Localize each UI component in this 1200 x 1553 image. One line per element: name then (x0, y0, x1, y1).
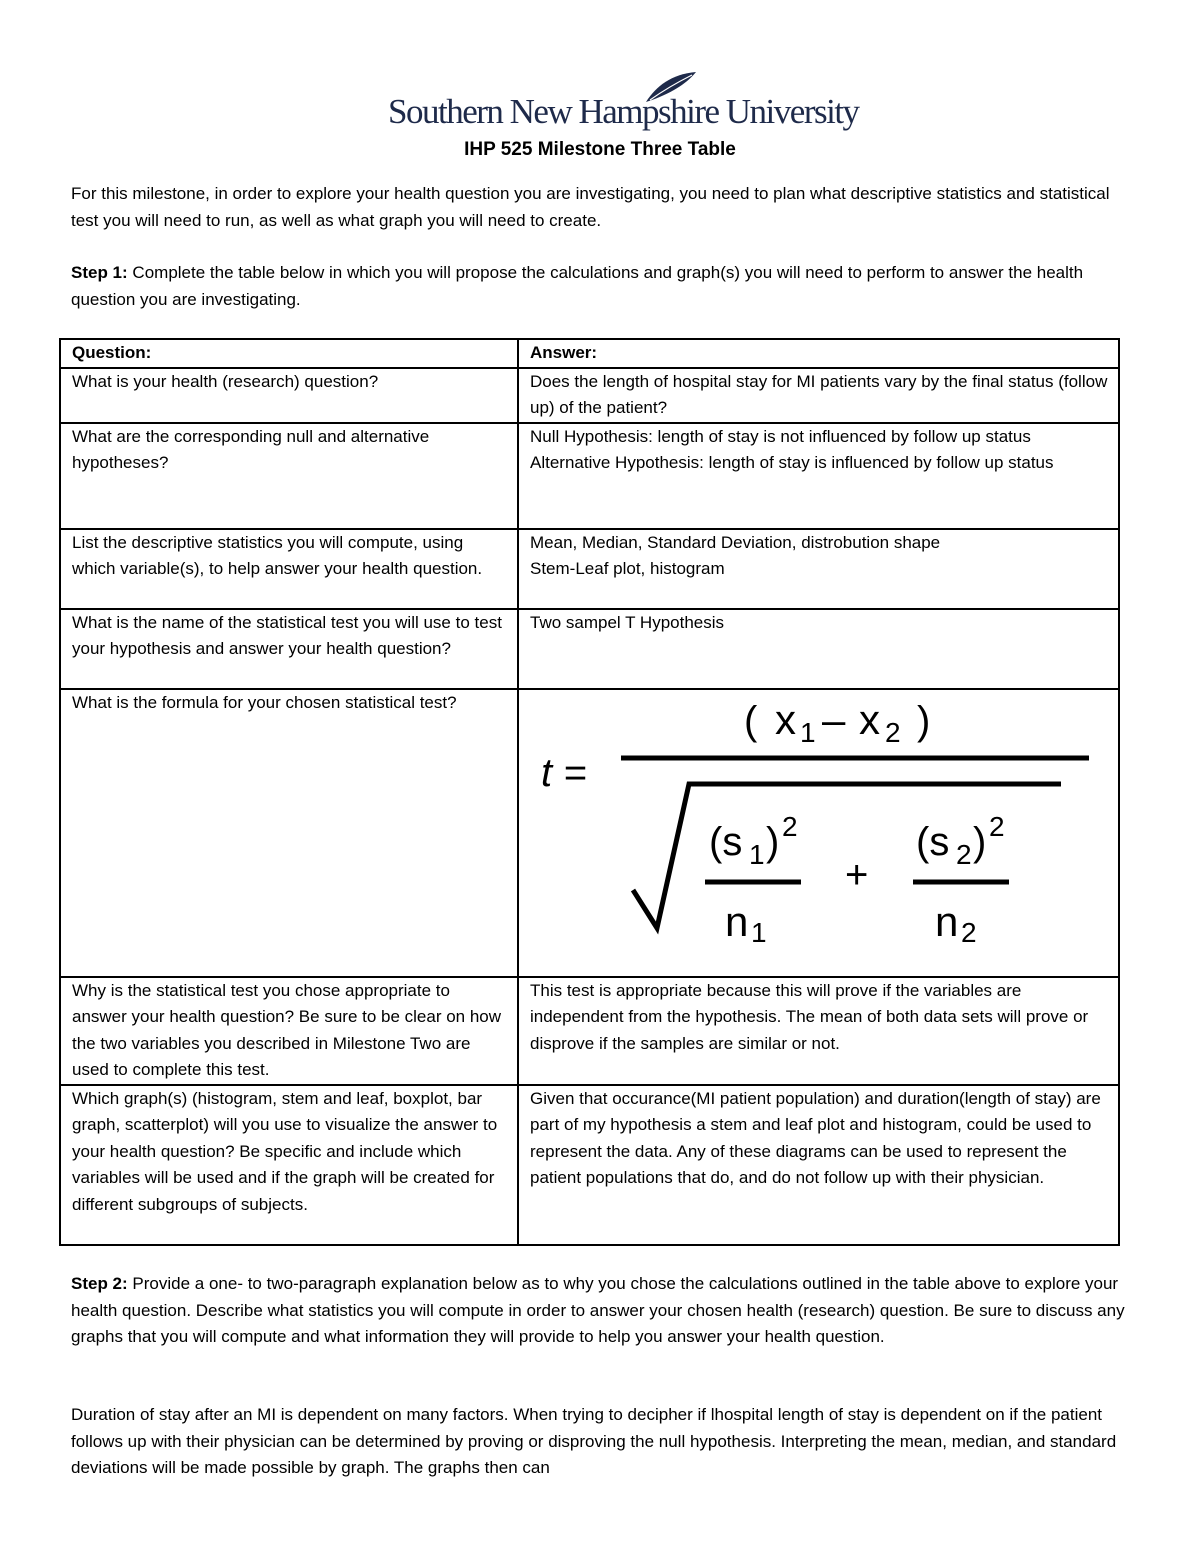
null-hypothesis: Null Hypothesis: length of stay is not influenced by follow up status (530, 426, 1031, 446)
alternative-hypothesis: Alternative Hypothesis: length of stay is influenced by follow up status (530, 453, 1054, 472)
question-cell: What are the corresponding null and alternative hypotheses? (60, 423, 518, 529)
s1-squared: 2 (782, 810, 798, 842)
question-cell: What is the name of the statistical test you will use to test your hypothesis and answer your health question? (60, 609, 518, 689)
n2: n (935, 897, 959, 945)
leaf-icon (638, 70, 698, 104)
step2-paragraph (71, 1271, 1131, 1351)
response-paragraph: Duration of stay after an MI is dependent on many factors. When trying to decipher if lhospital length of stay is dependent on if the patient follows up with their physician can be determined by proving or disproving the null hypothesis. Interpreting the mean, median, and standard deviations will be made possible by graph. The graphs then can (71, 1405, 1117, 1477)
table-row (60, 423, 1119, 529)
descriptive-stats: Mean, Median, Standard Deviation, distrobution shape (530, 532, 941, 552)
page-title: IHP 525 Milestone Three Table (464, 139, 736, 160)
table-row (60, 529, 1119, 609)
question-cell: What is your health (research) question? (60, 368, 518, 423)
t-test-formula (519, 690, 1118, 976)
close-paren: ) (917, 698, 931, 743)
x2-sub: 2 (885, 716, 901, 748)
table-row (60, 689, 1119, 977)
milestone-table (59, 338, 1120, 1246)
open-paren: ( (744, 698, 758, 743)
n1-sub: 1 (751, 916, 767, 948)
header-question: Question: (60, 339, 518, 368)
s2-squared: 2 (989, 810, 1005, 842)
n1: n (725, 897, 749, 945)
answer-cell: Given that occurance(MI patient population) and duration(length of stay) are part of my hypothesis a stem and leaf plot and histogram, could be used to represent the data. Any of these diagrams can be used to represent the patient populations that do, and do not follow up with their physician. (518, 1085, 1119, 1245)
intro-paragraph: For this milestone, in order to explore your health question you are investigating, you need to plan what descriptive statistics and statistical test you will need to run, as well as what graph you will need to create. (71, 184, 1110, 230)
table-row (60, 977, 1119, 1085)
logo-text: Southern New Hampshire University (388, 92, 859, 131)
planned-graphs: Stem-Leaf plot, histogram (530, 559, 725, 578)
s1-close: ) (766, 819, 780, 864)
s2-close: ) (973, 819, 987, 864)
answer-cell: Does the length of hospital stay for MI patients vary by the final status (follow up) of the patient? (518, 368, 1119, 423)
university-logo (388, 70, 859, 136)
question-cell: Which graph(s) (histogram, stem and leaf, boxplot, bar graph, scatterplot) will you use to visualize the answer to your health question? Be specific and include which variables will be used and if the graph will be created for different subgroups of subjects. (60, 1085, 518, 1245)
s1-base: (s (709, 819, 743, 864)
step2-text: Provide a one- to two-paragraph explanation below as to why you chose the calculations outlined in the table above to explore your health question. Describe what statistics you will compute in order to answer your chosen health (research) question. Be sure to discuss any graphs that you will compute and what information they will provide to help you answer your health question. (71, 1274, 1125, 1346)
answer-cell: Two sampel T Hypothesis (518, 609, 1119, 689)
question-cell: What is the formula for your chosen statistical test? (60, 689, 518, 977)
step1-label: Step 1: (71, 263, 128, 282)
s2-sub: 2 (956, 838, 972, 870)
x1-sub: 1 (800, 716, 816, 748)
n2-sub: 2 (961, 916, 977, 948)
table-row (60, 609, 1119, 689)
table-row (60, 368, 1119, 423)
question-cell: List the descriptive statistics you will compute, using which variable(s), to help answer your health question. (60, 529, 518, 609)
answer-cell (518, 423, 1119, 529)
step2-label: Step 2: (71, 1274, 128, 1293)
s1-sub: 1 (749, 838, 765, 870)
x2: x (859, 695, 880, 743)
header-answer: Answer: (518, 339, 1119, 368)
step1-text: Complete the table below in which you will propose the calculations and graph(s) you will need to perform to answer the health question you are investigating. (71, 263, 1084, 309)
formula-cell (518, 689, 1119, 977)
s2-base: (s (916, 819, 950, 864)
answer-cell: This test is appropriate because this will prove if the variables are independent from the hypothesis. The mean of both data sets will prove or disprove if the samples are similar or not. (518, 977, 1119, 1085)
minus-sign: – (822, 695, 846, 743)
plus-sign: + (845, 852, 869, 897)
table-row (60, 1085, 1119, 1245)
x1: x (775, 695, 796, 743)
question-cell: Why is the statistical test you chose appropriate to answer your health question? Be sure to be clear on how the two variables you described in Milestone Two are used to complete this test. (60, 977, 518, 1085)
answer-cell (518, 529, 1119, 609)
formula-lhs: t = (541, 750, 587, 795)
step1-paragraph (71, 260, 1131, 313)
table-header-row (60, 339, 1119, 368)
